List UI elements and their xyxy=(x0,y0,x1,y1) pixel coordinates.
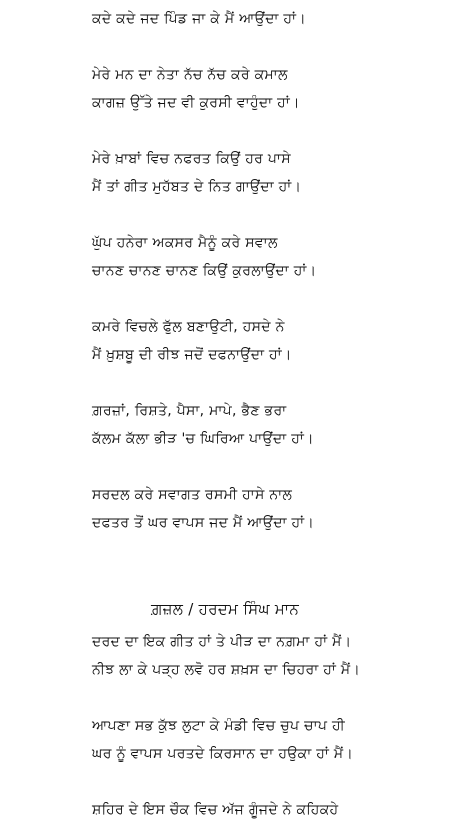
poem-line: ਘੁੱਪ ਹਨੇਰਾ ਅਕਸਰ ਮੈਨੂੰ ਕਰੇ ਸਵਾਲ xyxy=(92,235,278,251)
poem-line: ਚਾਨਣ ਚਾਨਣ ਚਾਨਣ ਕਿਉਂ ਕੁਰਲਾਉਂਦਾ ਹਾਂ। xyxy=(92,263,317,279)
poem-line: ਕੱਲਮ ਕੱਲਾ ਭੀੜ 'ਚ ਘਿਰਿਆ ਪਾਉਂਦਾ ਹਾਂ। xyxy=(92,431,314,447)
poem-line: ਕਮਰੇ ਵਿਚਲੇ ਫੁੱਲ ਬਣਾਉਟੀ, ਹਸਦੇ ਨੇ xyxy=(92,319,285,335)
poem-line: ਨੀਝ ਲਾ ਕੇ ਪੜ੍ਹ ਲਵੋ ਹਰ ਸ਼ਖ਼ਸ ਦਾ ਚਿਹਰਾ ਹਾਂ ਮੈਂ। xyxy=(92,662,361,678)
poem-line: ਮੇਰੇ ਖ਼ਾਬਾਂ ਵਿਚ ਨਫਰਤ ਕਿਉਂ ਹਰ ਪਾਸੇ xyxy=(92,151,291,167)
poem-line: ਕਦੇ ਕਦੇ ਜਦ ਪਿੰਡ ਜਾ ਕੇ ਮੈਂ ਆਉਂਦਾ ਹਾਂ। xyxy=(92,11,307,27)
poem-line: ਮੈਂ ਤਾਂ ਗੀਤ ਮੁਹੱਬਤ ਦੇ ਨਿਤ ਗਾਉਂਦਾ ਹਾਂ। xyxy=(92,179,302,195)
poem-title: ਗ਼ਜ਼ਲ / ਹਰਦਮ ਸਿੰਘ ਮਾਨ xyxy=(150,600,300,618)
poem-line: ਆਪਣਾ ਸਭ ਕੁੱਝ ਲੁਟਾ ਕੇ ਮੰਡੀ ਵਿਚ ਚੁਪ ਚਾਪ ਹੀ xyxy=(92,718,346,734)
poem-line: ਦਫਤਰ ਤੋਂ ਘਰ ਵਾਪਸ ਜਦ ਮੈਂ ਆਉਂਦਾ ਹਾਂ। xyxy=(92,515,315,531)
poem-line: ਕਾਗਜ਼ ਉੱਤੇ ਜਦ ਵੀ ਕੁਰਸੀ ਵਾਹੁੰਦਾ ਹਾਂ। xyxy=(92,95,300,111)
poem-line: ਦਰਦ ਦਾ ਇਕ ਗੀਤ ਹਾਂ ਤੇ ਪੀੜ ਦਾ ਨਗ਼ਮਾ ਹਾਂ ਮੈਂ। xyxy=(92,634,352,650)
poem-line: ਮੇਰੇ ਮਨ ਦਾ ਨੇਤਾ ਨੱਚ ਨੱਚ ਕਰੇ ਕਮਾਲ xyxy=(92,67,288,83)
poem-line: ਮੈਂ ਖ਼ੁਸ਼ਬੂ ਦੀ ਰੀਝ ਜਦੋਂ ਦਫਨਾਉਂਦਾ ਹਾਂ। xyxy=(92,347,292,363)
poem-line: ਸਰਦਲ ਕਰੇ ਸਵਾਗਤ ਰਸਮੀ ਹਾਸੇ ਨਾਲ xyxy=(92,487,293,503)
poem-line: ਸ਼ਹਿਰ ਦੇ ਇਸ ਚੌਕ ਵਿਚ ਅੱਜ ਗੂੰਜਦੇ ਨੇ ਕਹਿਕਹੇ xyxy=(92,802,339,818)
poem-line: ਗ਼ਰਜ਼ਾਂ, ਰਿਸ਼ਤੇ, ਪੈਸਾ, ਮਾਪੇ, ਭੈਣ ਭਰਾ xyxy=(92,403,287,419)
poem-line: ਘਰ ਨੂੰ ਵਾਪਸ ਪਰਤਦੇ ਕਿਰਸਾਨ ਦਾ ਹਉਕਾ ਹਾਂ ਮੈਂ। xyxy=(92,746,354,762)
